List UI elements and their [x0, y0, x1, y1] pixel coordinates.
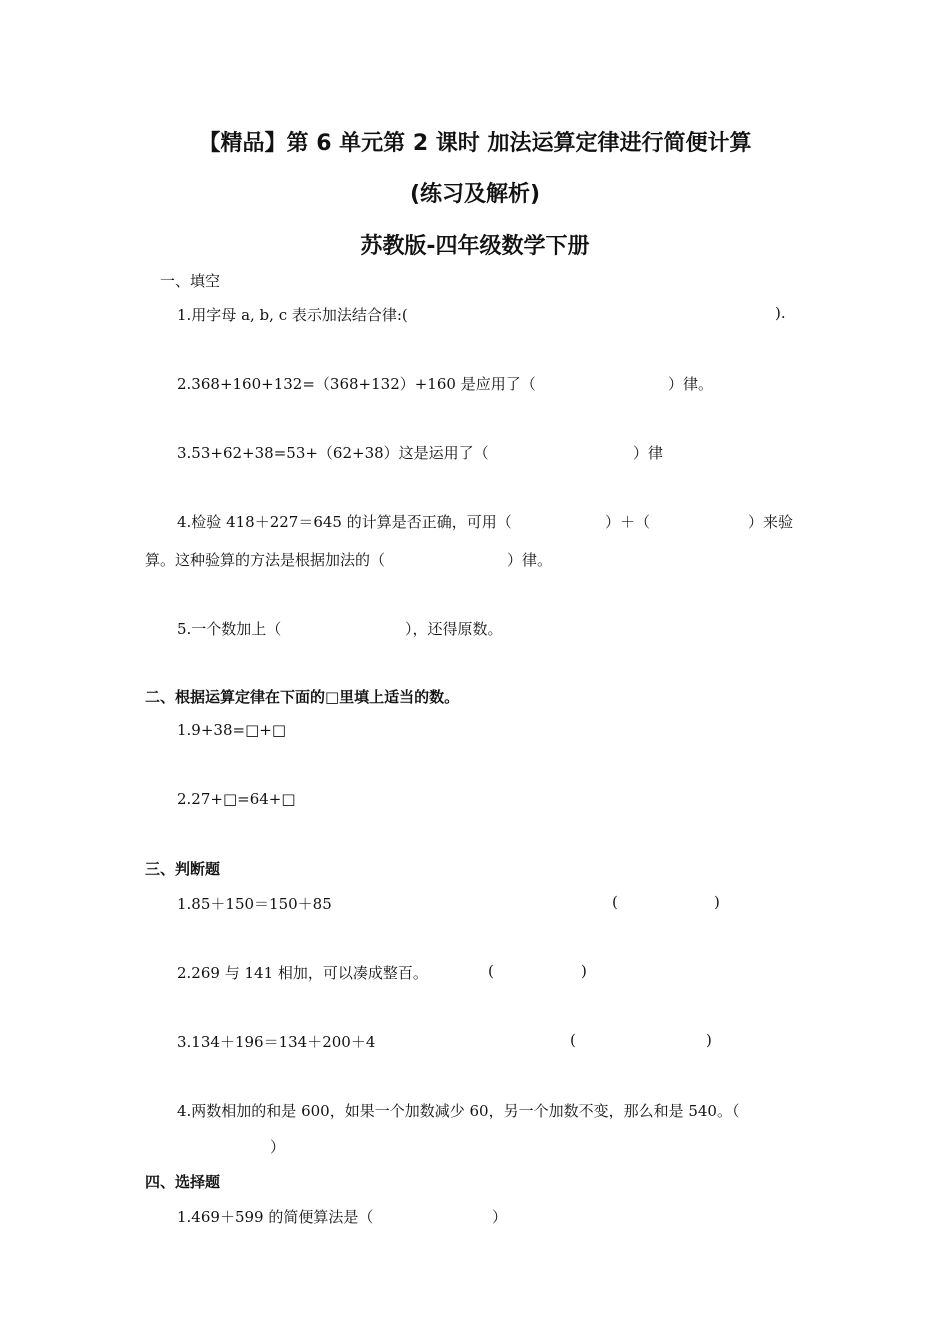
- s1-q3-end: ）律: [633, 444, 664, 462]
- section-3-heading: 三、判断题: [145, 860, 221, 878]
- section-2-heading: 二、根据运算定律在下面的□里填上适当的数。: [145, 688, 460, 706]
- s2-q2: 2.27+□=64+□: [177, 790, 296, 808]
- title-line-2: (练习及解析): [409, 182, 541, 207]
- s1-q4-part3: ）来验: [748, 513, 794, 531]
- s1-q5-end: ），还得原数。: [405, 620, 503, 638]
- s1-q4-part2: ）＋（: [605, 513, 651, 531]
- s2-q1: 1.9+38=□+□: [177, 721, 286, 739]
- s4-q1-text: 1.469＋599 的简便算法是（: [177, 1208, 374, 1226]
- section-4-heading: 四、选择题: [145, 1173, 221, 1191]
- s1-q1-end: ).: [775, 304, 786, 322]
- s3-q1-close: ): [714, 893, 720, 911]
- s3-q1-open: (: [612, 893, 618, 911]
- s1-q2-end: ）律。: [668, 375, 714, 393]
- s4-q1-end: ）: [492, 1208, 508, 1226]
- s3-q1-text: 1.85＋150＝150＋85: [177, 895, 332, 913]
- s3-q2-text: 2.269 与 141 相加，可以凑成整百。: [177, 964, 428, 982]
- s1-q4-line2b: ）律。: [507, 551, 553, 569]
- title-line-1: 【精品】第 6 单元第 2 课时 加法运算定律进行简便计算: [198, 131, 752, 156]
- s1-q3-text: 3.53+62+38=53+（62+38）这是运用了（: [177, 444, 489, 462]
- s1-q1-text: 1.用字母 a, b, c 表示加法结合律:(: [177, 306, 408, 324]
- s3-q2-close: ): [581, 962, 587, 980]
- s3-q4-close: ）: [270, 1138, 286, 1156]
- s3-q3-text: 3.134＋196＝134＋200＋4: [177, 1033, 376, 1051]
- s1-q4-line2a: 算。这种验算的方法是根据加法的（: [145, 551, 386, 569]
- title-line-3: 苏教版-四年级数学下册: [360, 234, 590, 259]
- s3-q3-close: ): [706, 1031, 712, 1049]
- s3-q3-open: (: [570, 1031, 576, 1049]
- s1-q4-part1: 4.检验 418＋227＝645 的计算是否正确，可用（: [177, 513, 512, 531]
- s1-q2-text: 2.368+160+132=（368+132）+160 是应用了（: [177, 375, 536, 393]
- section-1-heading: 一、填空: [160, 272, 221, 290]
- s1-q5-text: 5.一个数加上（: [177, 620, 282, 638]
- s3-q2-open: (: [488, 962, 494, 980]
- s3-q4-text: 4.两数相加的和是 600，如果一个加数减少 60，另一个加数不变，那么和是 540。（: [177, 1102, 740, 1120]
